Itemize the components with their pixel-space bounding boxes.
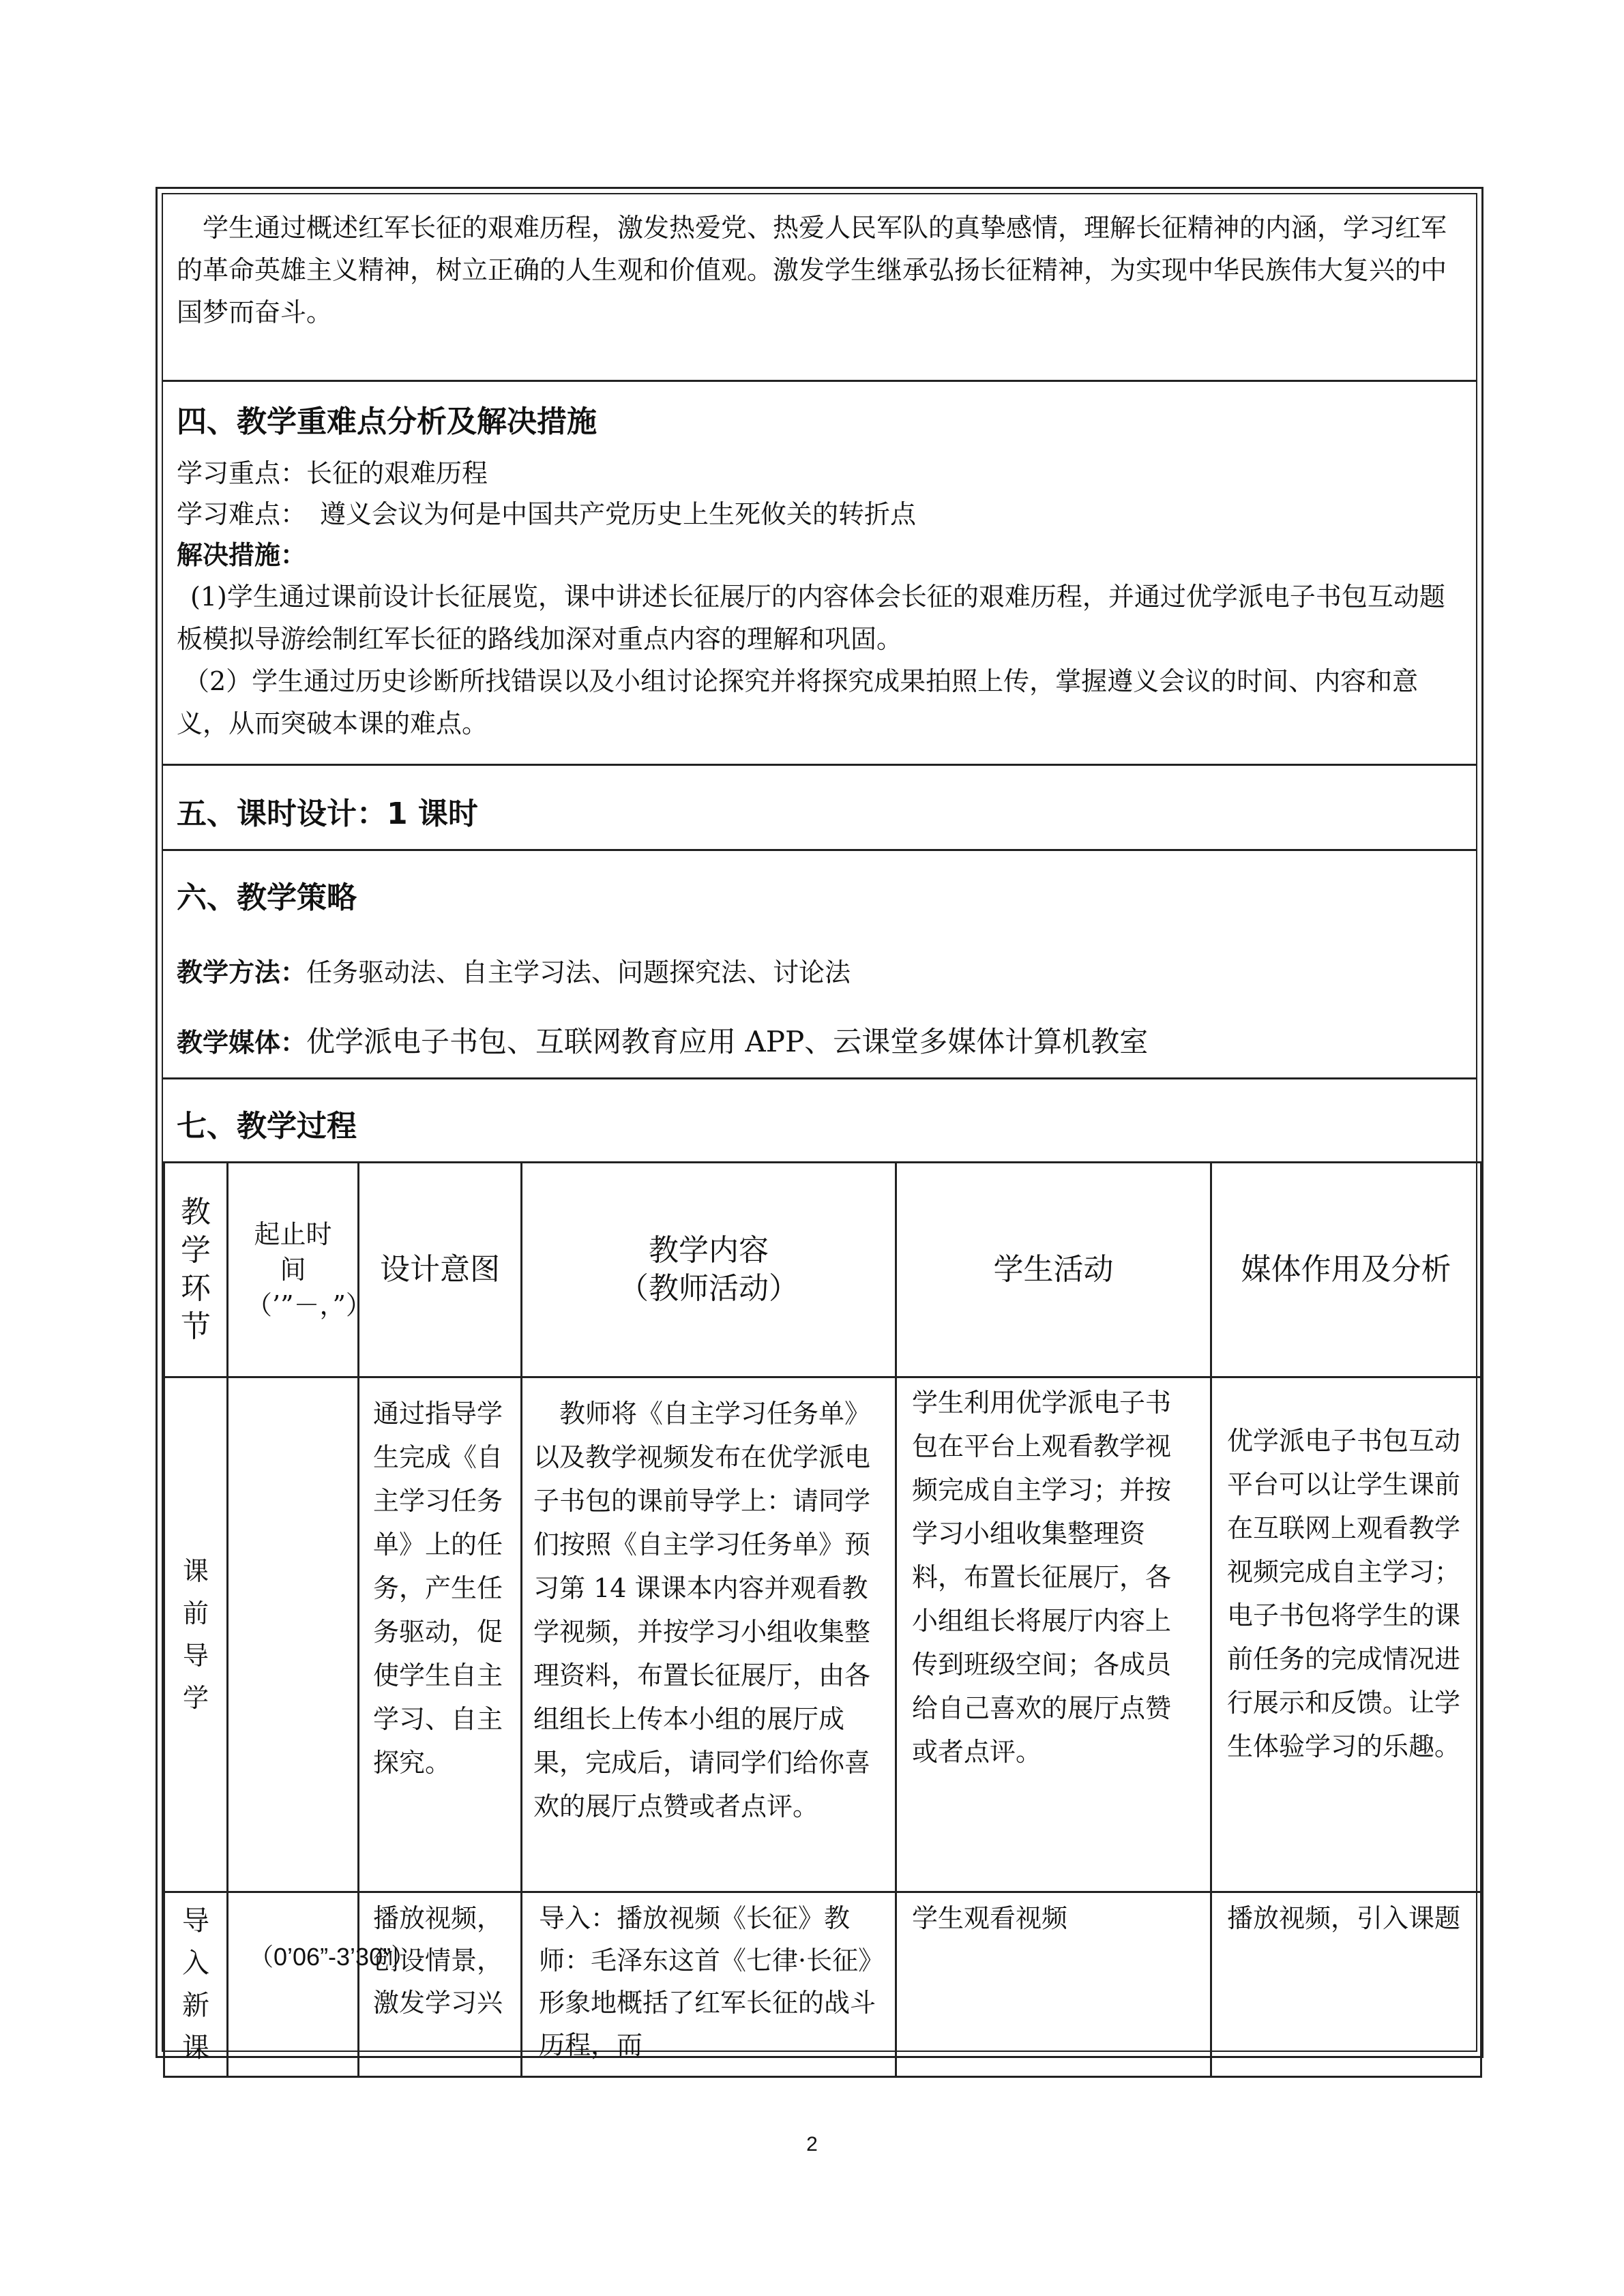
row2-content: 导入：播放视频《长征》教师：毛泽东这首《七律·长征》形象地概括了红军长征的战斗历程，而 [522, 1892, 896, 2077]
table-row [164, 1377, 1481, 1892]
lesson-time-section [163, 766, 1476, 851]
section-6-title: 六、教学策略 [177, 880, 357, 915]
header-media: 媒体作用及分析 [1211, 1163, 1481, 1377]
row1-time [228, 1377, 359, 1892]
header-intent: 设计意图 [359, 1163, 522, 1377]
measure-label: 解决措施： [177, 540, 307, 570]
section-4-title: 四、教学重难点分析及解决措施 [177, 404, 597, 439]
process-table [163, 1161, 1482, 2078]
key-point-label: 学习重点： [177, 458, 307, 488]
header-stage: 教学环节 [164, 1163, 228, 1377]
strategy-section [163, 851, 1476, 1079]
row2-time: （0’06”-3’30”） [228, 1892, 359, 2077]
media-value: 优学派电子书包、互联网教育应用 APP、云课堂多媒体计算机教室 [306, 1025, 1149, 1058]
document-inner-border [162, 193, 1477, 2063]
key-point-value: 长征的艰难历程 [306, 458, 488, 488]
row1-content: 教师将《自主学习任务单》 以及教学视频发布在优学派电子书包的课前导学上：请同学们按照《自主学习任务单》预习第 14 课课本内容并观看教学视频，并按学习小组收集整理资料，布置长征展厅，由各组组长上传本小组的展厅成果，完成后，请同学们给你喜欢的展厅点赞或者点评。 [522, 1377, 896, 1892]
page-number: 2 [806, 2133, 818, 2156]
method-value: 任务驱动法、自主学习法、问题探究法、讨论法 [306, 957, 851, 987]
row1-stage: 课前导学 [164, 1377, 228, 1892]
goal-section [163, 194, 1476, 382]
row1-student: 学生利用优学派电子书包在平台上观看教学视频完成自主学习；并按学习小组收集整理资料，布置长征展厅，各小组组长将展厅内容上传到班级空间；各成员给自己喜欢的展厅点赞或者点评。 [896, 1377, 1211, 1892]
section-7-title: 七、教学过程 [177, 1109, 357, 1144]
row2-student: 学生观看视频 [896, 1892, 1211, 2077]
row1-intent: 通过指导学生完成《自主学习任务单》上的任务，产生任务驱动，促使学生自主学习、自主探究。 [359, 1377, 522, 1892]
table-row [164, 1892, 1481, 2077]
difficulty-label: 学习难点： [177, 499, 307, 529]
table-header-row [164, 1163, 1481, 1377]
method-label: 教学方法： [177, 957, 307, 987]
measure-1: (1)学生通过课前设计长征展览，课中讲述长征展厅的内容体会长征的艰难历程，并通过优学派电子书包互动题板模拟导游绘制红军长征的路线加深对重点内容的理解和巩固。 [177, 582, 1445, 654]
key-difficulty-section [163, 382, 1476, 766]
header-content-line1: 教学内容 [649, 1233, 769, 1268]
difficulty-value: 遵义会议为何是中国共产党历史上生死攸关的转折点 [320, 499, 917, 529]
document-frame [156, 187, 1483, 2063]
goal-text: 学生通过概述红军长征的艰难历程，激发热爱党、热爱人民军队的真挚感情，理解长征精神的内涵，学习红军的革命英雄主义精神，树立正确的人生观和价值观。激发学生继承弘扬长征精神，为实现中华民族伟大复兴的中国梦而奋斗。 [177, 213, 1447, 327]
row1-media: 优学派电子书包互动平台可以让学生课前在互联网上观看教学视频完成自主学习；电子书包将学生的课前任务的完成情况进行展示和反馈。让学生体验学习的乐趣。 [1211, 1377, 1481, 1892]
header-content-line2: （教师活动） [619, 1271, 799, 1306]
media-label: 教学媒体： [177, 1028, 307, 1058]
header-time: 起止时间（’”－，”） [228, 1163, 359, 1377]
row2-stage: 导入新课 [164, 1892, 228, 2077]
section-5-title: 五、课时设计：1 课时 [177, 796, 478, 831]
row2-intent: 播放视频，创设情景，激发学习兴 [359, 1892, 522, 2077]
row2-media: 播放视频，引入课题 [1211, 1892, 1481, 2077]
process-section [163, 1079, 1476, 1163]
header-content [522, 1163, 896, 1377]
measure-2: （2）学生通过历史诊断所找错误以及小组讨论探究并将探究成果拍照上传，掌握遵义会议的时间、内容和意义，从而突破本课的难点。 [177, 666, 1419, 739]
header-student: 学生活动 [896, 1163, 1211, 1377]
